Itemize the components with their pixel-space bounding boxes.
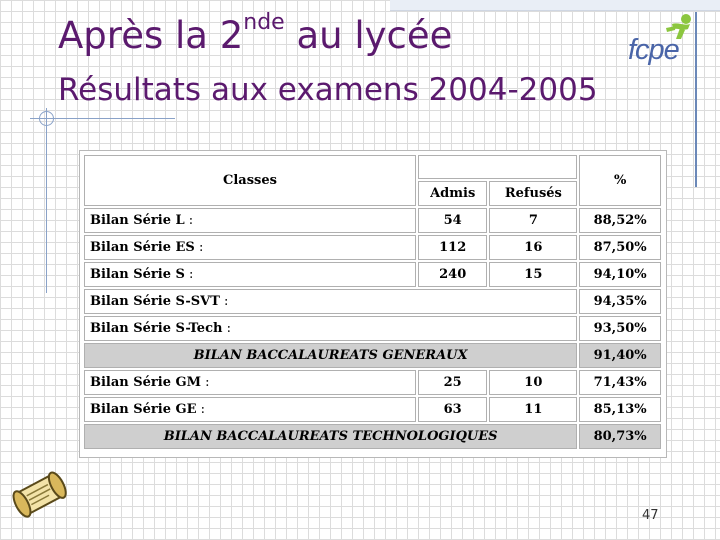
row-label-colon: : <box>219 294 229 309</box>
row-admis: 54 <box>418 208 487 233</box>
row-refuses: 16 <box>489 235 577 260</box>
summary-label: BILAN BACCALAUREATS GENERAUX <box>84 343 577 368</box>
fcpe-logo <box>628 12 698 70</box>
decorative-vertical-line <box>46 108 47 293</box>
header-admis: Admis <box>418 181 487 206</box>
header-percent: % <box>579 155 661 206</box>
summary-row <box>84 424 661 449</box>
title-suffix: au lycée <box>284 14 453 57</box>
row-label <box>84 397 416 422</box>
header-empty-cell <box>418 155 577 179</box>
row-label <box>84 289 577 314</box>
summary-label: BILAN BACCALAUREATS TECHNOLOGIQUES <box>84 424 577 449</box>
table-header-row <box>84 155 661 179</box>
row-label-text: Bilan Série GE <box>90 402 197 417</box>
table-row <box>84 370 661 395</box>
row-percent: 94,35% <box>579 289 661 314</box>
table-row <box>84 235 661 260</box>
row-label-colon: : <box>201 375 210 390</box>
table-row <box>84 208 661 233</box>
row-label <box>84 370 416 395</box>
row-label-text: Bilan Série S-SVT <box>90 294 220 309</box>
row-label-text: Bilan Série L <box>90 213 185 228</box>
row-refuses: 15 <box>489 262 577 287</box>
summary-row <box>84 343 661 368</box>
slide-subtitle: Résultats aux examens 2004-2005 <box>58 72 598 108</box>
row-admis: 63 <box>418 397 487 422</box>
title-superscript: nde <box>243 10 285 35</box>
top-decorative-strip <box>390 0 720 11</box>
logo-text: fcpe <box>628 34 679 66</box>
table-row <box>84 316 661 341</box>
row-label-colon: : <box>194 240 204 255</box>
scroll-icon <box>8 466 74 524</box>
table-row <box>84 262 661 287</box>
row-label-text: Bilan Série GM <box>90 375 202 390</box>
header-refuses: Refusés <box>489 181 577 206</box>
table-row <box>84 397 661 422</box>
page-number: 47 <box>642 508 659 523</box>
row-label-text: Bilan Série ES <box>90 240 195 255</box>
row-label <box>84 235 416 260</box>
slide-title <box>58 10 453 57</box>
row-label-text: Bilan Série S <box>90 267 185 282</box>
row-percent: 93,50% <box>579 316 661 341</box>
row-label <box>84 208 416 233</box>
summary-percent: 80,73% <box>579 424 661 449</box>
summary-percent: 91,40% <box>579 343 661 368</box>
row-percent: 94,10% <box>579 262 661 287</box>
row-label-colon: : <box>184 213 194 228</box>
results-table <box>82 153 663 451</box>
row-refuses: 10 <box>489 370 577 395</box>
row-label <box>84 262 416 287</box>
row-admis: 240 <box>418 262 487 287</box>
row-label-text: Bilan Série S-Tech <box>90 321 223 336</box>
row-percent: 88,52% <box>579 208 661 233</box>
row-admis: 25 <box>418 370 487 395</box>
row-percent: 71,43% <box>579 370 661 395</box>
row-refuses: 11 <box>489 397 577 422</box>
header-classes: Classes <box>84 155 416 206</box>
row-refuses: 7 <box>489 208 577 233</box>
row-percent: 87,50% <box>579 235 661 260</box>
results-table-container <box>79 150 667 458</box>
row-label <box>84 316 577 341</box>
row-admis: 112 <box>418 235 487 260</box>
row-label-colon: : <box>184 267 194 282</box>
decorative-circle <box>39 111 54 126</box>
row-label-colon: : <box>222 321 231 336</box>
row-label-colon: : <box>196 402 206 417</box>
row-percent: 85,13% <box>579 397 661 422</box>
title-prefix: Après la 2 <box>58 14 244 57</box>
table-row <box>84 289 661 314</box>
